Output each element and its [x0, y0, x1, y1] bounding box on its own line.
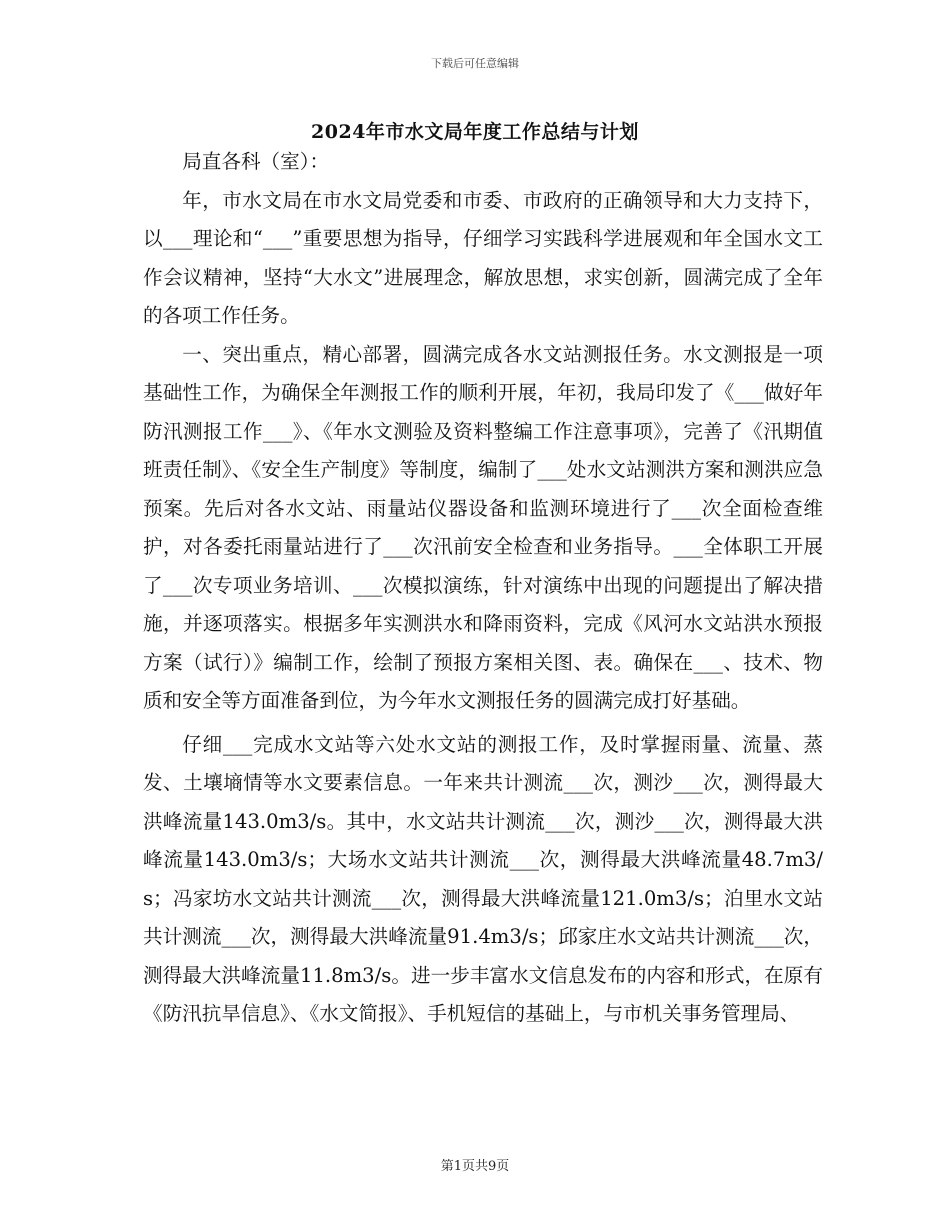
paragraph-section-one: 一、突出重点，精心部署，圆满完成各水文站测报任务。水文测报是一项基础性工作，为确保全年测报工作的顺利开展，年初，我局印发了《___做好年防汛测报工作___》、《年水文测验及资料整编工作注意事项》，完善了《汛期值班责任制》、《安全生产制度》等制度，编制了___处水文站测洪方案和测洪应急预案。先后对各水文站、雨量站仪器设备和监测环境进行了___次全面检查维护，对各委托雨量站进行了___次汛前安全检查和业务指导。___全体职工开展了___次专项业务培训、___次模拟演练，针对演练中出现的问题提出了解决措施，并逐项落实。根据多年实测洪水和降雨资料，完成《风河水文站洪水预报方案（试行）》编制工作，绘制了预报方案相关图、表。确保在___、技术、物质和安全等方面准备到位，为今年水文测报任务的圆满完成打好基础。	[143, 342, 823, 712]
document-body	[143, 143, 823, 1034]
document-title: 2024年市水文局年度工作总结与计划	[311, 121, 639, 143]
header-note: 下载后可任意编辑	[431, 57, 519, 70]
salutation: 局直各科（室）：	[182, 150, 330, 173]
page-number: 第1页共9页	[440, 1159, 510, 1174]
paragraph-stations: 仔细___完成水文站等六处水文站的测报工作，及时掌握雨量、流量、蒸发、土壤墒情等水文要素信息。一年来共计测流___次，测沙___次，测得最大洪峰流量143.0m3/s。其中，水文站共计测流___次，测沙___次，测得最大洪峰流量143.0m3/s；大场水文站共计测流___次，测得最大洪峰流量48.7m3/s；冯家坊水文站共计测流___次，测得最大洪峰流量121.0m3/s；泊里水文站共计测流___次，测得最大洪峰流量91.4m3/s；邱家庄水文站共计测流___次，测得最大洪峰流量11.8m3/s。进一步丰富水文信息发布的内容和形式，在原有《防汛抗旱信息》、《水文简报》、手机短信的基础上，与市机关事务管理局、	[143, 732, 823, 1025]
paragraph-intro: 年，市水文局在市水文局党委和市委、市政府的正确领导和大力支持下，以___理论和“___”重要思想为指导，仔细学习实践科学进展观和年全国水文工作会议精神，坚持“大水文”进展理念，解放思想，求实创新，圆满完成了全年的各项工作任务。	[143, 188, 823, 327]
